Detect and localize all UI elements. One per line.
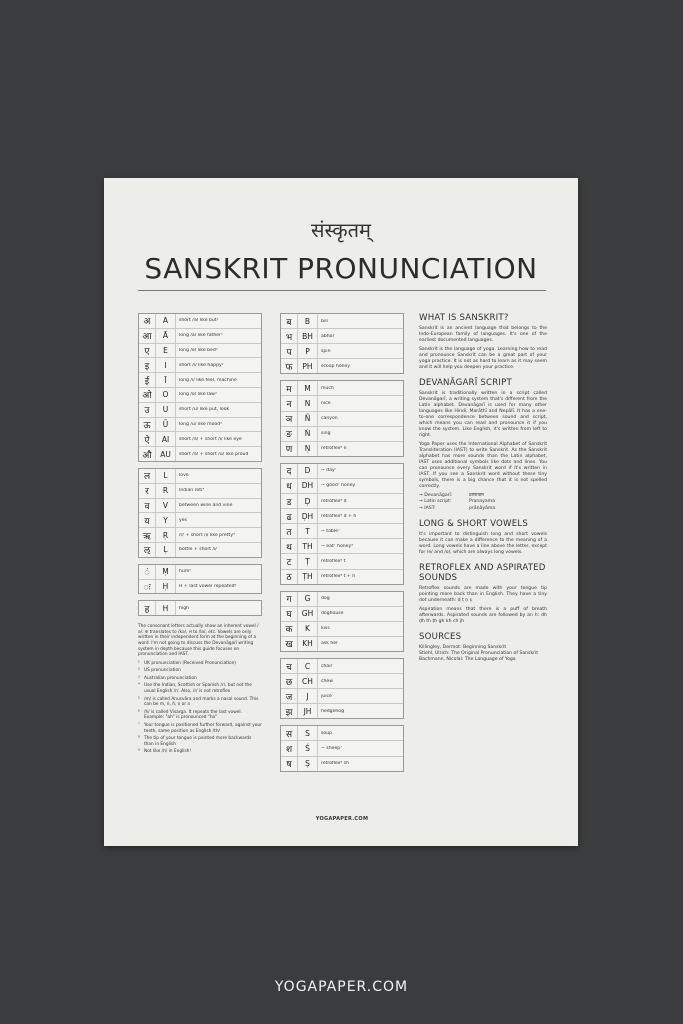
- column-consonants: [280, 313, 404, 778]
- letter-row: [281, 539, 403, 554]
- section-heading: RETROFLEX AND ASPIRATED SOUNDS: [419, 563, 546, 584]
- pronunciation-hint: high: [179, 605, 190, 611]
- trans-label: → IAST:: [419, 505, 436, 511]
- iast-letter: Ū: [156, 418, 176, 432]
- letter-row: [139, 403, 261, 418]
- letter-row: [281, 524, 403, 539]
- devanagari-letter: ब: [281, 314, 298, 328]
- letter-row: [281, 741, 403, 756]
- consonant-tables: [280, 313, 404, 772]
- pronunciation-hint: doghouse: [321, 611, 344, 617]
- iast-letter: J: [298, 689, 318, 703]
- pronunciation-hint: kiss: [321, 626, 330, 632]
- letter-row: [281, 757, 403, 771]
- pronunciation-hint: long /e/ like bed³: [179, 347, 218, 353]
- source-item: Killingley, Dermot: Beginning Sanskrit: [419, 645, 507, 651]
- iast-letter: Ś: [298, 741, 318, 755]
- letter-row: [281, 494, 403, 509]
- footnote-text: Australian pronunciation: [144, 675, 197, 681]
- pronunciation-hint: short /ə/ + short /u/ like proud: [179, 451, 249, 457]
- pronunciation-hint: spin: [321, 348, 331, 354]
- letter-row: [281, 359, 403, 373]
- devanagari-letter: औ: [139, 447, 156, 461]
- devanagari-letter: ढ: [281, 509, 298, 523]
- letter-row: [139, 447, 261, 461]
- letter-table: [138, 468, 262, 558]
- iast-letter: D: [298, 464, 318, 478]
- iast-letter: N: [298, 396, 318, 410]
- letter-table: [280, 591, 404, 652]
- iast-letter: PH: [298, 359, 318, 373]
- pronunciation-hint: chew: [321, 678, 334, 684]
- pronunciation-hint: /r/ + short /i/ like pretty⁴: [179, 532, 235, 538]
- pronunciation-hint: retroflex⁸ d: [321, 498, 347, 504]
- devanagari-letter: ड: [281, 494, 298, 508]
- devanagari-letter: घ: [281, 607, 298, 621]
- footnote-marker: ⁸: [138, 736, 140, 742]
- section-heading: LONG & SHORT VOWELS: [419, 519, 528, 530]
- section-heading: SOURCES: [419, 632, 462, 643]
- devanagari-letter: ठ: [281, 570, 298, 584]
- iast-letter: AU: [156, 447, 176, 461]
- letter-row: [281, 427, 403, 442]
- footnote-marker: ⁶: [138, 709, 140, 715]
- pronunciation-hint: short /ə/ + short /i/ like eye: [179, 436, 242, 442]
- footnote-marker: ⁵: [138, 696, 140, 702]
- letter-row: [281, 329, 403, 344]
- pronunciation-hint: hedgehog: [321, 708, 345, 714]
- footnote-text: /h/ is called Visarga. It repeats the last vowel. Example: "ah" is pronounced "ha": [144, 709, 242, 721]
- devanagari-letter: ऋ: [139, 528, 156, 542]
- pronunciation-hint: chair: [321, 663, 333, 669]
- devanagari-letter: ग: [281, 592, 298, 606]
- pronunciation-hint: soup: [321, 730, 333, 736]
- footnote: [138, 668, 262, 674]
- poster: [104, 178, 578, 846]
- iast-letter: O: [156, 388, 176, 402]
- footnote: [138, 676, 262, 682]
- section-paragraph: Retroflex sounds are made with your tongue tip pointing more back than in English. They have a tiny dot underneath: ḍ ṭ ṇ ṣ: [419, 586, 547, 604]
- pronunciation-hint: ~ sheep⁷: [321, 745, 343, 751]
- footnote-text: US pronunciation: [144, 668, 181, 674]
- devanagari-letter: य: [139, 513, 156, 527]
- letter-row: [281, 412, 403, 427]
- iast-letter: ḌH: [298, 509, 318, 523]
- devanagari-letter: इ: [139, 358, 156, 372]
- devanagari-letter: ऊ: [139, 418, 156, 432]
- iast-letter: Ṇ: [298, 442, 318, 456]
- letter-row: [281, 509, 403, 524]
- devanagari-letter: फ: [281, 359, 298, 373]
- pronunciation-hint: dog: [321, 596, 330, 602]
- pronunciation-hint: sing: [321, 431, 331, 437]
- letter-row: [281, 314, 403, 329]
- letter-row: [139, 484, 261, 499]
- iast-letter: Ṃ: [156, 565, 176, 579]
- letter-row: [139, 601, 261, 615]
- devanagari-letter: ञ: [281, 412, 298, 426]
- pronunciation-hint: ~ day⁷: [321, 468, 337, 474]
- intro-text: The consonant letters actually show an inherent vowel /ə/: क translates to /kə/, ल to /lə/, etc. Vowels are only written in their independent form at the beginning of a word. I'm not going to discuss the Devanāgarī writing system in depth because this guide focuses on pronunciation and IAST.: [138, 624, 259, 658]
- iast-letter: AI: [156, 432, 176, 446]
- pronunciation-hint: retroflex⁸ t: [321, 558, 346, 564]
- source-item: Stiehl, Ulrich: The Original Pronunciation of Sanskrit: [419, 651, 539, 657]
- letter-row: [139, 565, 261, 580]
- letter-row: [139, 513, 261, 528]
- devanagari-letter: ओ: [139, 388, 156, 402]
- trans-label: → Devanāgarī:: [419, 493, 453, 498]
- letter-row: [281, 637, 403, 651]
- iast-letter: Ḥ: [156, 580, 176, 594]
- section-paragraph: Sanskrit is traditionally written in a script called Devanāgarī, a writing system that's different from the Latin alphabet. Devanāgarī is used for many other languages like Hindi, Marāṭhī and Nepālī. It has a one-to-one correspondence between sound and script, which means you can read and pronounce it if you know the system. Like English, it's written from left to right.: [419, 391, 547, 438]
- devanagari-letter: उ: [139, 403, 156, 417]
- devanagari-letter: ं: [139, 565, 156, 579]
- pronunciation-hint: bin: [321, 318, 329, 324]
- iast-letter: B: [298, 314, 318, 328]
- footnote-marker: ²: [138, 668, 140, 674]
- section-what-is-sanskrit: [419, 313, 547, 371]
- pronunciation-hint: ~ good⁷ honey: [321, 483, 356, 489]
- letter-row: [281, 381, 403, 396]
- letter-table: [280, 380, 404, 456]
- iast-letter: Ṭ: [298, 554, 318, 568]
- iast-letter: Ḷ: [156, 543, 176, 557]
- footnote-list: [138, 661, 262, 755]
- iast-letter: L: [156, 469, 176, 483]
- pronunciation-hint: short /u/ like put, look: [179, 407, 230, 413]
- letter-row: [139, 344, 261, 359]
- pronunciation-hint: retroflex⁸ sh: [321, 761, 349, 767]
- footnote-marker: ¹: [138, 660, 140, 666]
- footnote: [138, 749, 262, 755]
- letter-row: [281, 554, 403, 569]
- footnote-text: The tip of your tongue is pointed more backwards than in English: [144, 736, 252, 747]
- pronunciation-hint: bottle + short /i/: [179, 547, 217, 553]
- iast-letter: H: [156, 601, 176, 615]
- devanagari-letter: क: [281, 622, 298, 636]
- pronunciation-hint: ask her: [321, 641, 338, 647]
- pronunciation-hint: Indian roti⁴: [179, 488, 205, 494]
- trans-value: प्राणायाम: [469, 493, 484, 498]
- iast-letter: Y: [156, 513, 176, 527]
- letter-row: [281, 607, 403, 622]
- trans-label: → Latin script:: [419, 499, 452, 505]
- letter-row: [139, 469, 261, 484]
- letter-row: [139, 432, 261, 447]
- iast-letter: T: [298, 524, 318, 538]
- pronunciation-hint: short /i/ like happy²: [179, 362, 224, 368]
- letter-table: [280, 725, 404, 771]
- section-sources: [419, 632, 547, 663]
- pronunciation-hint: nice: [321, 401, 331, 407]
- section-paragraph: Yoga Paper uses the International Alphabet of Sanskrit Transliteration (IAST) to write Sanskrit. As the Sanskrit alphabet has more sounds than the Latin alphabet, IAST uses additional symbols like dots and lines. You can pronounce every Sanskrit word if it's written in IAST. If you see a Sanskrit word without these tiny symbols, there is a big chance that it is not spelled correctly.: [419, 442, 547, 489]
- section-long-short-vowels: [419, 519, 547, 556]
- iast-letter: Ñ: [298, 412, 318, 426]
- devanagari-letter: ऐ: [139, 432, 156, 446]
- iast-letter: P: [298, 344, 318, 358]
- vowel-tables: [138, 313, 262, 616]
- devanagari-letter: थ: [281, 539, 298, 553]
- pronunciation-hint: long /o/ like law³: [179, 392, 217, 398]
- trans-value: prāṇāyāma: [469, 505, 496, 511]
- iast-letter: U: [156, 403, 176, 417]
- pronunciation-hint: retroflex⁸ t + h: [321, 574, 356, 580]
- footnotes: [138, 624, 262, 755]
- poster-site: YOGAPAPER.COM: [315, 816, 369, 822]
- pronunciation-hint: scoop honey: [321, 363, 351, 369]
- section-heading: DEVANĀGARĪ SCRIPT: [419, 378, 512, 388]
- devanagari-letter: अ: [139, 314, 156, 328]
- iast-letter: Ṅ: [298, 427, 318, 441]
- iast-letter: BH: [298, 329, 318, 343]
- pronunciation-hint: ~ eat⁷ honey⁹: [321, 543, 354, 549]
- iast-letter: S: [298, 726, 318, 740]
- devanagari-letter: ल: [139, 469, 156, 483]
- column-info: [419, 313, 547, 670]
- iast-letter: I: [156, 358, 176, 372]
- section-paragraph: Aspiration means that there is a puff of breath afterwards. Aspirated sounds are followed by an h: dh ḍh th ṭh gh kh ch jh: [419, 607, 547, 625]
- letter-row: [281, 726, 403, 741]
- footnote-marker: ⁷: [138, 723, 140, 729]
- devanagari-letter: ः: [139, 580, 156, 594]
- section-heading: WHAT IS SANSKRIT?: [419, 313, 509, 323]
- devanagari-letter: ष: [281, 757, 298, 771]
- footnote-text: /m/ is called Anusvāra and marks a nasal sound. This can be m, ṅ, ñ, ṇ or n: [144, 696, 259, 708]
- pronunciation-hint: hum⁵: [179, 569, 192, 575]
- iast-letter: CH: [298, 674, 318, 688]
- footnote: [138, 683, 262, 694]
- column-vowels: [138, 313, 262, 757]
- devanagari-letter: ह: [139, 601, 156, 615]
- letter-row: [139, 499, 261, 514]
- devanagari-letter: ङ: [281, 427, 298, 441]
- pronunciation-hint: long /i/ like feel, machine: [179, 377, 237, 383]
- iast-letter: Ṛ: [156, 528, 176, 542]
- devanagari-letter: र: [139, 484, 156, 498]
- iast-letter: Ḍ: [298, 494, 318, 508]
- devanagari-letter: द: [281, 464, 298, 478]
- footnote: [138, 736, 262, 747]
- letter-row: [281, 674, 403, 689]
- iast-letter: JH: [298, 704, 318, 718]
- letter-row: [281, 396, 403, 411]
- devanagari-letter: छ: [281, 674, 298, 688]
- trans-value: Pranayama: [469, 499, 495, 505]
- letter-row: [139, 314, 261, 329]
- devanagari-letter: झ: [281, 704, 298, 718]
- letter-row: [139, 373, 261, 388]
- devanagari-letter: ऌ: [139, 543, 156, 557]
- pronunciation-hint: retroflex⁸ d + h: [321, 513, 357, 519]
- footnote: [138, 710, 262, 721]
- letter-table: [138, 313, 262, 462]
- pronunciation-hint: long /a/ like father¹: [179, 333, 223, 339]
- letter-row: [281, 464, 403, 479]
- letter-row: [281, 344, 403, 359]
- devanagari-letter: भ: [281, 329, 298, 343]
- footnote-marker: ⁴: [138, 683, 140, 689]
- iast-letter: K: [298, 622, 318, 636]
- devanagari-letter: आ: [139, 329, 156, 343]
- pronunciation-hint: H + last vowel repeated⁶: [179, 583, 237, 589]
- letter-row: [139, 543, 261, 557]
- iast-letter: R: [156, 484, 176, 498]
- letter-table: [138, 564, 262, 595]
- iast-letter: Ī: [156, 373, 176, 387]
- letter-row: [281, 622, 403, 637]
- pronunciation-hint: juice: [321, 693, 332, 699]
- iast-letter: GH: [298, 607, 318, 621]
- letter-row: [139, 358, 261, 373]
- letter-table: [280, 658, 404, 719]
- iast-letter: E: [156, 344, 176, 358]
- footnote: [138, 697, 262, 708]
- pronunciation-hint: yes: [179, 517, 187, 523]
- devanagari-letter: म: [281, 381, 298, 395]
- footnote-text: Use the Indian, Scottish or Spanish /r/, but not the usual English /r/. Also, /r/ is not retroflex: [144, 683, 252, 695]
- pronunciation-hint: retroflex⁸ n: [321, 446, 347, 452]
- letter-table: [280, 313, 404, 374]
- devanagari-letter: व: [139, 499, 156, 513]
- letter-row: [281, 689, 403, 704]
- devanagari-letter: प: [281, 344, 298, 358]
- footnote: [138, 723, 262, 734]
- section-devanagari-script: [419, 378, 547, 512]
- pronunciation-hint: canyon: [321, 416, 338, 422]
- devanagari-letter: च: [281, 659, 298, 673]
- iast-letter: C: [298, 659, 318, 673]
- iast-letter: Ā: [156, 329, 176, 343]
- letter-row: [139, 418, 261, 433]
- iast-letter: M: [298, 381, 318, 395]
- letter-row: [139, 528, 261, 543]
- page-title: SANSKRIT PRONUNCIATION: [144, 252, 538, 285]
- devanagari-letter: त: [281, 524, 298, 538]
- letter-row: [281, 659, 403, 674]
- pronunciation-hint: love: [179, 473, 189, 479]
- iast-letter: TH: [298, 539, 318, 553]
- letter-table: [280, 463, 404, 585]
- footnote-text: Your tongue is positioned further forward, against your teeth, same position as English /th/: [144, 723, 262, 734]
- iast-letter: Ṣ: [298, 757, 318, 771]
- title-divider: [138, 290, 546, 291]
- iast-letter: V: [156, 499, 176, 513]
- devanagari-letter: ख: [281, 637, 298, 651]
- devanagari-letter: ज: [281, 689, 298, 703]
- iast-letter: ṬH: [298, 570, 318, 584]
- source-item: Bachmann, Nicolai: The Language of Yoga: [419, 657, 516, 663]
- devanagari-letter: ध: [281, 479, 298, 493]
- letter-row: [139, 329, 261, 344]
- letter-row: [281, 479, 403, 494]
- pronunciation-hint: abhor: [321, 333, 335, 339]
- letter-table: [138, 600, 262, 616]
- devanagari-letter: ई: [139, 373, 156, 387]
- letter-row: [281, 704, 403, 718]
- letter-row: [281, 570, 403, 584]
- transliteration-example: [419, 493, 547, 512]
- devanagari-title: संस्कृतम्: [310, 218, 372, 242]
- iast-letter: KH: [298, 637, 318, 651]
- section-paragraph: It's important to distinguish long and short vowels because it can make a difference to the meaning of a word. Long vowels have a line above the letter, except for /e/ and /o/, which are always long vowels.: [419, 532, 547, 556]
- letter-row: [281, 592, 403, 607]
- letter-row: [281, 442, 403, 456]
- devanagari-letter: स: [281, 726, 298, 740]
- devanagari-letter: ण: [281, 442, 298, 456]
- letter-row: [139, 580, 261, 594]
- section-paragraph: Sanskrit is an ancient language that belongs to the Indo-European family of languages. It's one of the earliest documented languages.: [419, 326, 547, 343]
- pronunciation-hint: long /u/ like mood²: [179, 421, 223, 427]
- letter-row: [139, 388, 261, 403]
- pronunciation-hint: short /ə/ like but¹: [179, 318, 219, 324]
- iast-letter: G: [298, 592, 318, 606]
- pronunciation-hint: much: [321, 385, 334, 391]
- footnote: [138, 661, 262, 667]
- section-paragraph: Sanskrit is the language of yoga. Learning how to read and pronounce Sanskrit can be a great part of your yoga practice. It is not as hard to learn as it may seem and it will help you deepen your practice.: [419, 347, 547, 370]
- devanagari-letter: ट: [281, 554, 298, 568]
- devanagari-letter: न: [281, 396, 298, 410]
- iast-letter: DH: [298, 479, 318, 493]
- footer-site-link[interactable]: YOGAPAPER.COM: [274, 979, 409, 995]
- footnote-marker: ⁹: [138, 749, 140, 755]
- devanagari-letter: ए: [139, 344, 156, 358]
- pronunciation-hint: ~ table⁷: [321, 528, 340, 534]
- iast-letter: A: [156, 314, 176, 328]
- footnote-text: Not like /h/ in English!: [144, 749, 192, 755]
- section-retroflex: [419, 563, 547, 625]
- footnote-marker: ³: [138, 675, 140, 681]
- pronunciation-hint: between wine and vine: [179, 502, 233, 508]
- footnote-text: UK pronunciation (Received Pronunciation): [144, 660, 236, 666]
- devanagari-letter: श: [281, 741, 298, 755]
